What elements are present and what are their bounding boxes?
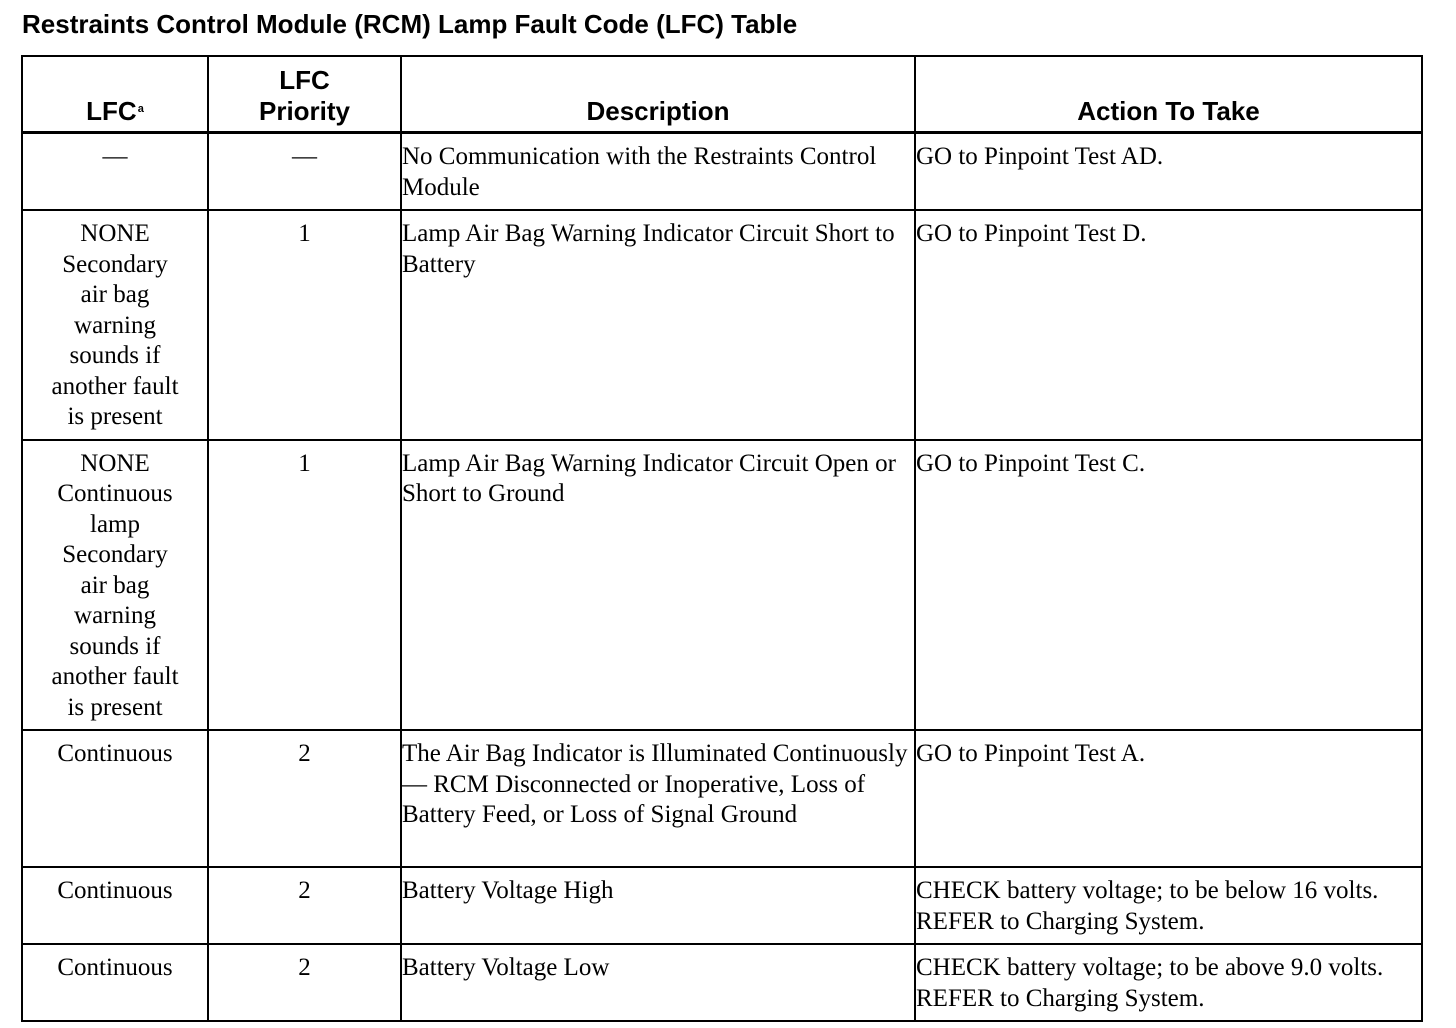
cell-lfc-line: air bag — [80, 281, 150, 308]
cell-priority: — — [208, 133, 401, 211]
cell-lfc — [22, 867, 208, 944]
table-row — [22, 440, 1422, 731]
cell-lfc — [22, 133, 208, 211]
table-row — [22, 210, 1422, 440]
cell-lfc — [22, 210, 208, 440]
cell-lfc-line: Continuous — [57, 877, 173, 904]
cell-lfc-line: lamp — [90, 510, 140, 538]
cell-lfc-line: another fault — [51, 372, 179, 400]
cell-lfc-line: Continuous — [57, 740, 173, 767]
cell-action: CHECK battery voltage; to be above 9.0 volts. REFER to Charging System. — [915, 944, 1422, 1021]
cell-lfc-line: Secondary — [62, 541, 168, 568]
table-row — [22, 867, 1422, 944]
cell-lfc-line: — — [102, 143, 128, 170]
header-description: Description — [401, 56, 915, 133]
page-title: Restraints Control Module (RCM) Lamp Fault Code (LFC) Table — [22, 9, 798, 39]
cell-priority: 1 — [208, 210, 401, 440]
cell-action: CHECK battery voltage; to be below 16 volts. REFER to Charging System. — [915, 867, 1422, 944]
cell-lfc-line: is present — [67, 403, 163, 430]
cell-lfc-line: Continuous — [57, 954, 173, 981]
cell-lfc-line: is present — [67, 693, 163, 721]
cell-priority: 2 — [208, 867, 401, 944]
cell-description: Battery Voltage High — [401, 867, 915, 944]
cell-lfc-line: another fault — [51, 663, 179, 690]
table-row — [22, 730, 1422, 867]
header-priority-line2: Priority — [258, 96, 351, 126]
header-lfc — [22, 56, 208, 133]
cell-lfc-line: air bag — [80, 571, 150, 599]
cell-lfc-line: sounds if — [69, 632, 161, 660]
cell-action: GO to Pinpoint Test D. — [915, 210, 1422, 440]
cell-lfc-line: warning — [74, 602, 156, 629]
cell-description: Battery Voltage Low — [401, 944, 915, 1021]
header-lfc-label: LFC — [86, 96, 137, 126]
header-lfc-priority — [208, 56, 401, 133]
cell-description: No Communication with the Restraints Control Module — [401, 133, 915, 211]
cell-priority: 2 — [208, 944, 401, 1021]
cell-description: The Air Bag Indicator is Illuminated Continuously — RCM Disconnected or Inoperative, Loss of Battery Feed, or Loss of Signal Ground — [401, 730, 915, 867]
cell-lfc-line: Secondary — [62, 250, 168, 278]
cell-priority: 2 — [208, 730, 401, 867]
header-action: Action To Take — [915, 56, 1422, 133]
table-row — [22, 133, 1422, 211]
cell-action: GO to Pinpoint Test A. — [915, 730, 1422, 867]
cell-lfc — [22, 440, 208, 731]
cell-action: GO to Pinpoint Test C. — [915, 440, 1422, 731]
cell-lfc-line: warning — [74, 311, 156, 339]
cell-lfc-line: NONE — [80, 449, 150, 477]
cell-lfc-line: NONE — [80, 220, 150, 247]
table-row — [22, 944, 1422, 1021]
cell-lfc — [22, 730, 208, 867]
table-header-row — [22, 56, 1422, 133]
cell-description: Lamp Air Bag Warning Indicator Circuit Open or Short to Ground — [401, 440, 915, 731]
lfc-table — [21, 55, 1423, 1022]
cell-lfc — [22, 944, 208, 1021]
cell-priority: 1 — [208, 440, 401, 731]
footnote-marker: a — [137, 103, 144, 115]
cell-description: Lamp Air Bag Warning Indicator Circuit Short to Battery — [401, 210, 915, 440]
cell-action: GO to Pinpoint Test AD. — [915, 133, 1422, 211]
cell-lfc-line: Continuous — [57, 480, 173, 507]
header-priority-line1: LFC — [279, 65, 330, 95]
cell-lfc-line: sounds if — [69, 342, 161, 369]
